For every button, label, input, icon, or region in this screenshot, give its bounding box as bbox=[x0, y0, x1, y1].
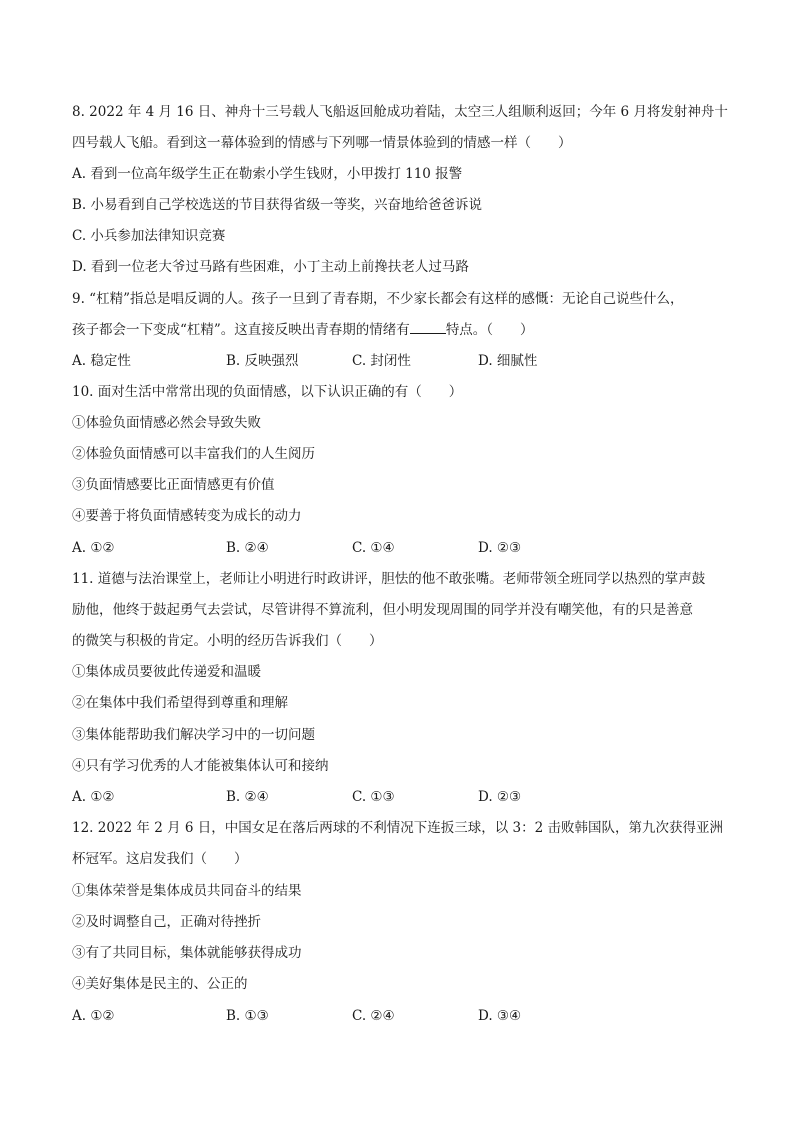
q11-stem-line3: 的微笑与积极的肯定。小明的经历告诉我们（ ） bbox=[72, 633, 383, 649]
q12-stem-line1: 12. 2022 年 2 月 6 日，中国女足在落后两球的不利情况下连扳三球，以 3：2 击败韩国队，第九次获得亚洲 bbox=[72, 820, 724, 836]
q9-option-a: A. 稳定性 bbox=[72, 353, 131, 369]
q9-stem-line2-a: 孩子都会一下变成“杠精”。这直接反映出青春期的情绪有 bbox=[72, 322, 410, 338]
q11-stem-line1: 11. 道德与法治课堂上，老师让小明进行时政讲评，胆怯的他不敢张嘴。老师带领全班同学以热烈的掌声鼓 bbox=[72, 571, 706, 587]
q11-option-b: B. ②④ bbox=[226, 789, 269, 805]
q12-option-a: A. ①② bbox=[72, 1008, 115, 1024]
q12-statement-2: ②及时调整自己，正确对待挫折 bbox=[72, 914, 261, 930]
q10-statement-2: ②体验负面情感可以丰富我们的人生阅历 bbox=[72, 446, 315, 462]
q10-statement-3: ③负面情感要比正面情感更有价值 bbox=[72, 477, 275, 493]
q9-fill-blank bbox=[410, 321, 446, 334]
q9-stem-line2 bbox=[72, 321, 534, 339]
q12-option-d: D. ③④ bbox=[478, 1008, 522, 1024]
q11-statement-3: ③集体能帮助我们解决学习中的一切问题 bbox=[72, 727, 315, 743]
q8-stem-line2: 四号载人飞船。看到这一幕体验到的情感与下列哪一情景体验到的情感一样（ ） bbox=[72, 135, 572, 151]
q10-option-c: C. ①④ bbox=[352, 540, 395, 556]
q9-option-b: B. 反映强烈 bbox=[226, 353, 299, 369]
q8-stem-line1: 8. 2022 年 4 月 16 日、神舟十三号载人飞船返回舱成功着陆，太空三人组顺利返回；今年 6 月将发射神舟十 bbox=[72, 104, 728, 120]
q10-option-d: D. ②③ bbox=[478, 540, 522, 556]
q9-option-c: C. 封闭性 bbox=[352, 353, 411, 369]
q9-option-d: D. 细腻性 bbox=[478, 353, 538, 369]
q11-option-d: D. ②③ bbox=[478, 789, 522, 805]
q10-stem: 10. 面对生活中常常出现的负面情感，以下认识正确的有（ ） bbox=[72, 384, 463, 400]
q11-statement-1: ①集体成员要彼此传递爱和温暖 bbox=[72, 664, 261, 680]
q12-option-c: C. ②④ bbox=[352, 1008, 395, 1024]
q11-statement-4: ④只有学习优秀的人才能被集体认可和接纳 bbox=[72, 758, 329, 774]
q10-option-a: A. ①② bbox=[72, 540, 115, 556]
q8-option-d: D. 看到一位老大爷过马路有些困难，小丁主动上前搀扶老人过马路 bbox=[72, 259, 469, 275]
q11-stem-line2: 励他，他终于鼓起勇气去尝试，尽管讲得不算流利，但小明发现周围的同学并没有嘲笑他，有的只是善意 bbox=[72, 602, 693, 618]
q10-statement-1: ①体验负面情感必然会导致失败 bbox=[72, 415, 261, 431]
q11-option-a: A. ①② bbox=[72, 789, 115, 805]
q12-option-b: B. ①③ bbox=[226, 1008, 269, 1024]
q12-statement-3: ③有了共同目标，集体就能够获得成功 bbox=[72, 945, 302, 961]
q8-option-b: B. 小易看到自己学校选送的节目获得省级一等奖，兴奋地给爸爸诉说 bbox=[72, 197, 483, 213]
q12-statement-4: ④美好集体是民主的、公正的 bbox=[72, 976, 248, 992]
q12-statement-1: ①集体荣誉是集体成员共同奋斗的结果 bbox=[72, 883, 302, 899]
q8-option-c: C. 小兵参加法律知识竞赛 bbox=[72, 228, 226, 244]
q9-stem-line1: 9. “杠精”指总是唱反调的人。孩子一旦到了青春期，不少家长都会有这样的感慨：无论自己说些什么， bbox=[72, 291, 684, 307]
q12-stem-line2: 杯冠军。这启发我们（ ） bbox=[72, 851, 248, 867]
q10-option-b: B. ②④ bbox=[226, 540, 269, 556]
q8-option-a: A. 看到一位高年级学生正在勒索小学生钱财，小甲拨打 110 报警 bbox=[72, 166, 463, 182]
q11-option-c: C. ①③ bbox=[352, 789, 395, 805]
q11-statement-2: ②在集体中我们希望得到尊重和理解 bbox=[72, 695, 288, 711]
q9-stem-line2-b: 特点。（ ） bbox=[445, 322, 534, 338]
q10-statement-4: ④要善于将负面情感转变为成长的动力 bbox=[72, 508, 302, 524]
